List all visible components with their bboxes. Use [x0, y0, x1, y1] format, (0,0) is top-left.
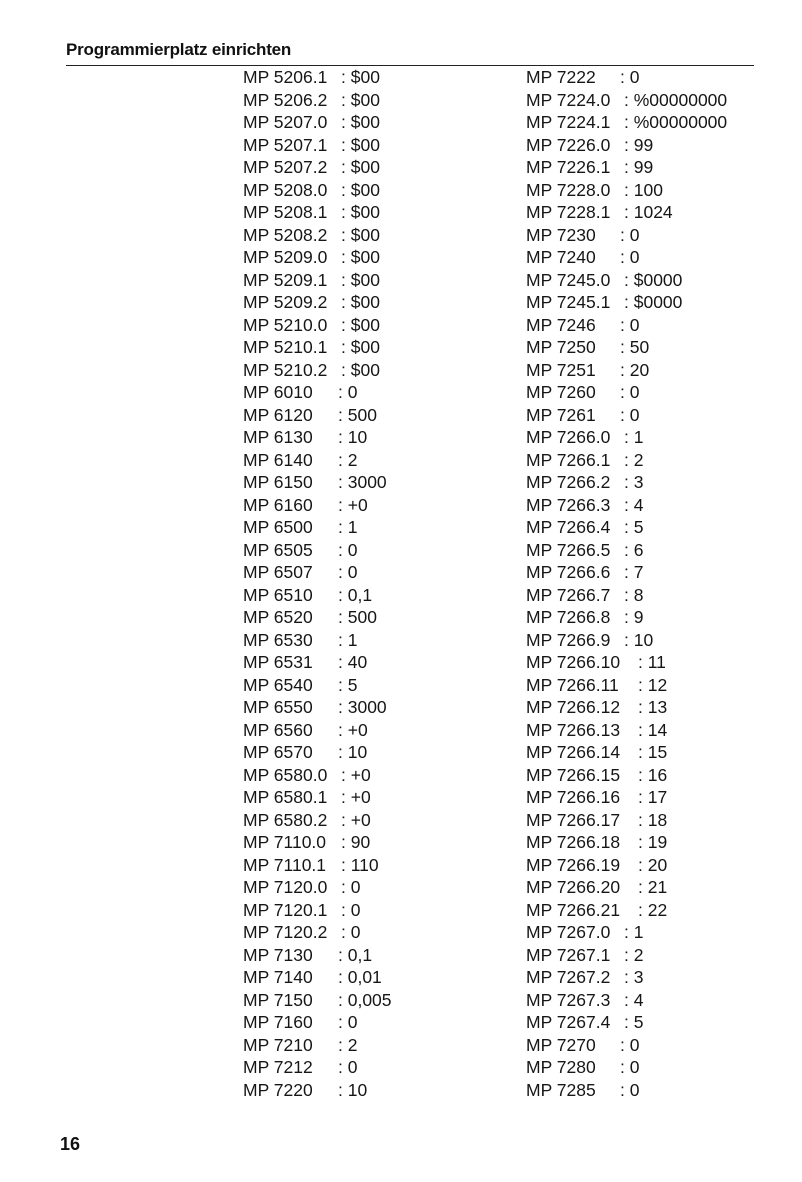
- parameter-value: : 14: [638, 719, 668, 740]
- parameter-row: [526, 1056, 766, 1079]
- parameter-value: : $00: [341, 134, 380, 155]
- parameter-row: [526, 471, 766, 494]
- parameter-row: [526, 674, 766, 697]
- parameter-row: [526, 831, 766, 854]
- parameter-row: [526, 111, 766, 134]
- parameter-value: : +0: [338, 719, 368, 740]
- parameter-name: MP 7266.3: [526, 494, 611, 515]
- parameter-name: MP 7266.17: [526, 809, 621, 830]
- parameter-value: : 3: [624, 967, 644, 987]
- parameter-name: MP 7120.2: [243, 922, 328, 942]
- parameter-row: [243, 831, 483, 854]
- parameter-row: [526, 1034, 766, 1057]
- parameter-value: : 20: [620, 359, 650, 380]
- parameter-value: : 0: [620, 1079, 640, 1100]
- parameter-row: [526, 989, 766, 1012]
- parameter-value: : %00000000: [624, 112, 728, 132]
- parameter-row: [526, 1011, 766, 1034]
- parameter-row: [526, 516, 766, 539]
- parameter-value: : 0: [620, 224, 640, 245]
- parameter-value: : 16: [638, 764, 668, 785]
- parameter-row: [243, 89, 483, 112]
- parameter-row: [526, 314, 766, 337]
- parameter-value: : 13: [638, 697, 668, 717]
- parameter-row: [526, 426, 766, 449]
- parameter-value: : 10: [338, 1079, 368, 1100]
- parameter-row: [243, 359, 483, 382]
- parameter-value: : 8: [624, 584, 644, 605]
- parameter-name: MP 6560: [243, 719, 313, 740]
- parameter-name: MP 5208.0: [243, 179, 328, 200]
- parameter-value: : +0: [338, 494, 368, 515]
- parameter-row: [243, 944, 483, 967]
- parameter-value: : 17: [638, 787, 668, 807]
- parameter-row: [526, 156, 766, 179]
- parameter-value: : 5: [338, 674, 358, 695]
- parameter-value: : 0: [338, 1057, 358, 1077]
- parameter-row: [526, 966, 766, 989]
- parameter-name: MP 7250: [526, 337, 596, 357]
- parameter-row: [526, 741, 766, 764]
- parameter-name: MP 6530: [243, 629, 313, 650]
- parameter-name: MP 5207.2: [243, 157, 328, 177]
- parameter-name: MP 6580.1: [243, 787, 328, 807]
- parameter-name: MP 7260: [526, 382, 596, 402]
- parameter-row: [526, 561, 766, 584]
- parameter-value: : +0: [341, 764, 371, 785]
- parameter-value: : 100: [624, 179, 663, 200]
- parameter-name: MP 7212: [243, 1057, 313, 1077]
- parameter-row: [243, 179, 483, 202]
- parameter-value: : 7: [624, 562, 644, 582]
- parameter-value: : 1024: [624, 202, 673, 222]
- parameter-row: [243, 561, 483, 584]
- parameter-name: MP 6580.2: [243, 809, 328, 830]
- parameter-row: [526, 246, 766, 269]
- parameter-value: : $00: [341, 112, 380, 132]
- parameter-row: [243, 1056, 483, 1079]
- parameter-row: [526, 89, 766, 112]
- parameter-value: : 5: [624, 1012, 644, 1032]
- parameter-row: [526, 809, 766, 832]
- parameter-name: MP 5210.2: [243, 359, 328, 380]
- parameter-row: [526, 651, 766, 674]
- parameter-value: : 0,1: [338, 944, 373, 965]
- parameter-value: : 22: [638, 899, 668, 920]
- parameter-row: [243, 156, 483, 179]
- parameter-row: [243, 66, 483, 89]
- parameter-row: [526, 764, 766, 787]
- parameter-name: MP 7251: [526, 359, 596, 380]
- parameter-name: MP 7266.0: [526, 427, 611, 447]
- parameter-value: : 99: [624, 134, 654, 155]
- parameter-name: MP 5208.2: [243, 224, 328, 245]
- page-title: Programmierplatz einrichten: [66, 40, 292, 59]
- parameter-row: [243, 381, 483, 404]
- parameter-value: : 2: [624, 449, 644, 470]
- parameter-name: MP 7228.0: [526, 179, 611, 200]
- parameter-row: [526, 336, 766, 359]
- parameter-row: [243, 696, 483, 719]
- parameter-value: : 2: [624, 944, 644, 965]
- parameter-name: MP 7267.3: [526, 989, 611, 1010]
- parameter-row: [243, 854, 483, 877]
- parameter-value: : $00: [341, 359, 380, 380]
- parameter-value: : $00: [341, 314, 380, 335]
- parameter-row: [243, 224, 483, 247]
- parameter-value: : 20: [638, 854, 668, 875]
- parameter-name: MP 6140: [243, 449, 313, 470]
- parameter-name: MP 7266.11: [526, 674, 619, 695]
- parameter-name: MP 6507: [243, 562, 313, 582]
- parameter-row: [243, 471, 483, 494]
- parameter-value: : $00: [341, 89, 380, 110]
- parameter-name: MP 7220: [243, 1079, 313, 1100]
- parameter-row: [243, 201, 483, 224]
- parameter-row: [243, 921, 483, 944]
- parameter-name: MP 7266.21: [526, 899, 621, 920]
- parameter-value: : 0: [338, 562, 358, 582]
- right-parameter-column: [526, 66, 766, 1101]
- parameter-row: [526, 359, 766, 382]
- parameter-value: : 2: [338, 1034, 358, 1055]
- parameter-name: MP 6010: [243, 382, 313, 402]
- parameter-name: MP 7266.6: [526, 562, 611, 582]
- parameter-name: MP 5207.1: [243, 134, 328, 155]
- parameter-row: [243, 269, 483, 292]
- parameter-value: : %00000000: [624, 89, 728, 110]
- parameter-name: MP 6520: [243, 607, 313, 627]
- parameter-name: MP 7267.0: [526, 922, 611, 942]
- parameter-row: [243, 606, 483, 629]
- parameter-name: MP 5210.1: [243, 337, 328, 357]
- parameter-row: [243, 314, 483, 337]
- parameter-row: [243, 494, 483, 517]
- parameter-name: MP 7266.8: [526, 607, 611, 627]
- parameter-name: MP 7266.1: [526, 449, 611, 470]
- parameter-name: MP 6570: [243, 742, 313, 762]
- parameter-name: MP 7120.1: [243, 899, 328, 920]
- parameter-value: : $00: [341, 224, 380, 245]
- parameter-name: MP 6500: [243, 517, 313, 537]
- parameter-row: [526, 449, 766, 472]
- parameter-row: [526, 269, 766, 292]
- parameter-name: MP 7224.1: [526, 112, 611, 132]
- parameter-row: [526, 944, 766, 967]
- parameter-value: : 4: [624, 494, 644, 515]
- parameter-name: MP 7266.2: [526, 472, 611, 492]
- parameter-name: MP 7261: [526, 404, 596, 425]
- parameter-row: [243, 741, 483, 764]
- parameter-row: [526, 876, 766, 899]
- parameter-value: : 2: [338, 449, 358, 470]
- parameter-row: [243, 1034, 483, 1057]
- parameter-name: MP 7266.7: [526, 584, 611, 605]
- parameter-value: : 110: [341, 854, 379, 875]
- parameter-value: : 0: [620, 314, 640, 335]
- parameter-name: MP 7266.18: [526, 832, 621, 852]
- parameter-value: : 15: [638, 742, 668, 762]
- parameter-row: [243, 291, 483, 314]
- parameter-value: : 500: [338, 607, 377, 627]
- parameter-value: : 18: [638, 809, 668, 830]
- parameter-name: MP 7120.0: [243, 877, 328, 897]
- parameter-value: : 5: [624, 517, 644, 537]
- parameter-row: [526, 696, 766, 719]
- parameter-name: MP 7228.1: [526, 202, 611, 222]
- parameter-row: [243, 899, 483, 922]
- parameter-value: : 1: [338, 629, 358, 650]
- parameter-name: MP 5206.1: [243, 67, 328, 87]
- parameter-value: : $00: [341, 67, 380, 87]
- parameter-value: : 99: [624, 157, 654, 177]
- parameter-value: : 0: [620, 247, 640, 267]
- parameter-value: : 1: [338, 517, 358, 537]
- parameter-row: [243, 764, 483, 787]
- parameter-name: MP 7267.4: [526, 1012, 611, 1032]
- parameter-name: MP 5209.0: [243, 247, 328, 267]
- parameter-row: [526, 291, 766, 314]
- parameter-value: : 0: [338, 382, 358, 402]
- parameter-name: MP 6531: [243, 652, 313, 672]
- parameter-value: : $00: [341, 179, 380, 200]
- parameter-value: : +0: [341, 809, 371, 830]
- parameter-name: MP 7266.12: [526, 697, 621, 717]
- parameter-value: : $00: [341, 157, 380, 177]
- parameter-row: [526, 1079, 766, 1102]
- parameter-value: : 0: [341, 922, 361, 942]
- parameter-row: [243, 876, 483, 899]
- parameter-value: : 0: [620, 404, 640, 425]
- parameter-value: : 3000: [338, 472, 387, 492]
- parameter-value: : 12: [638, 674, 668, 695]
- parameter-name: MP 7266.15: [526, 764, 621, 785]
- parameter-value: : 0: [620, 1034, 640, 1055]
- parameter-name: MP 7266.9: [526, 629, 611, 650]
- parameter-row: [243, 336, 483, 359]
- parameter-row: [243, 449, 483, 472]
- parameter-row: [526, 404, 766, 427]
- parameter-name: MP 7266.4: [526, 517, 611, 537]
- parameter-value: : $00: [341, 247, 380, 267]
- parameter-value: : 6: [624, 539, 644, 560]
- parameter-name: MP 7224.0: [526, 89, 611, 110]
- parameter-name: MP 6505: [243, 539, 313, 560]
- parameter-value: : 10: [338, 427, 368, 447]
- parameter-value: : $00: [341, 292, 380, 312]
- parameter-name: MP 7285: [526, 1079, 596, 1100]
- parameter-name: MP 7160: [243, 1012, 313, 1032]
- parameter-name: MP 5209.1: [243, 269, 328, 290]
- parameter-name: MP 6540: [243, 674, 313, 695]
- parameter-value: : 1: [624, 922, 644, 942]
- parameter-value: : $00: [341, 337, 380, 357]
- parameter-name: MP 7280: [526, 1057, 596, 1077]
- parameter-row: [526, 224, 766, 247]
- parameter-value: : $00: [341, 269, 380, 290]
- parameter-name: MP 7267.1: [526, 944, 611, 965]
- parameter-name: MP 7266.16: [526, 787, 621, 807]
- parameter-row: [243, 719, 483, 742]
- parameter-value: : $0000: [624, 269, 683, 290]
- parameter-name: MP 5206.2: [243, 89, 328, 110]
- parameter-row: [526, 66, 766, 89]
- parameter-row: [526, 539, 766, 562]
- parameter-value: : 10: [338, 742, 368, 762]
- parameter-row: [526, 494, 766, 517]
- parameter-name: MP 7245.1: [526, 292, 611, 312]
- parameter-row: [243, 989, 483, 1012]
- parameter-name: MP 5210.0: [243, 314, 328, 335]
- parameter-value: : 0,01: [338, 967, 382, 987]
- parameter-row: [526, 179, 766, 202]
- parameter-value: : 9: [624, 607, 644, 627]
- parameter-value: : 0: [338, 1012, 358, 1032]
- parameter-value: : 500: [338, 404, 377, 425]
- parameter-value: : 19: [638, 832, 668, 852]
- parameter-name: MP 6580.0: [243, 764, 328, 785]
- parameter-row: [526, 786, 766, 809]
- parameter-name: MP 6160: [243, 494, 313, 515]
- parameter-row: [243, 404, 483, 427]
- parameter-name: MP 7266.10: [526, 652, 621, 672]
- parameter-row: [243, 246, 483, 269]
- parameter-row: [243, 809, 483, 832]
- parameter-value: : 0,1: [338, 584, 373, 605]
- parameter-name: MP 7140: [243, 967, 313, 987]
- parameter-row: [526, 584, 766, 607]
- parameter-name: MP 7226.0: [526, 134, 611, 155]
- parameter-name: MP 6130: [243, 427, 313, 447]
- parameter-name: MP 7246: [526, 314, 596, 335]
- parameter-value: : 50: [620, 337, 650, 357]
- parameter-row: [243, 966, 483, 989]
- parameter-name: MP 7245.0: [526, 269, 611, 290]
- parameter-value: : $0000: [624, 292, 683, 312]
- parameter-row: [243, 516, 483, 539]
- parameter-name: MP 7226.1: [526, 157, 611, 177]
- parameter-name: MP 7270: [526, 1034, 596, 1055]
- parameter-value: : 0: [341, 877, 361, 897]
- parameter-row: [526, 899, 766, 922]
- parameter-row: [526, 854, 766, 877]
- parameter-value: : 0,005: [338, 989, 392, 1010]
- parameter-name: MP 7266.5: [526, 539, 611, 560]
- parameter-value: : 90: [341, 832, 371, 852]
- parameter-name: MP 6550: [243, 697, 313, 717]
- parameter-value: : 0: [620, 382, 640, 402]
- parameter-row: [243, 539, 483, 562]
- parameter-row: [243, 651, 483, 674]
- parameter-name: MP 7110.1: [243, 854, 327, 875]
- parameter-value: : 4: [624, 989, 644, 1010]
- parameter-row: [243, 584, 483, 607]
- parameter-name: MP 6150: [243, 472, 313, 492]
- parameter-row: [243, 134, 483, 157]
- parameter-row: [526, 381, 766, 404]
- parameter-name: MP 5209.2: [243, 292, 328, 312]
- parameter-row: [243, 111, 483, 134]
- parameter-row: [526, 201, 766, 224]
- parameter-row: [526, 606, 766, 629]
- parameter-row: [243, 674, 483, 697]
- left-parameter-column: [243, 66, 483, 1101]
- parameter-name: MP 6510: [243, 584, 313, 605]
- parameter-value: : 0: [338, 539, 358, 560]
- parameter-name: MP 5208.1: [243, 202, 328, 222]
- parameter-name: MP 7230: [526, 224, 596, 245]
- parameter-value: : 0: [620, 67, 640, 87]
- parameter-row: [526, 134, 766, 157]
- parameter-row: [526, 629, 766, 652]
- parameter-name: MP 7267.2: [526, 967, 611, 987]
- parameter-row: [526, 921, 766, 944]
- parameter-value: : 21: [638, 877, 668, 897]
- parameter-value: : 3000: [338, 697, 387, 717]
- parameter-value: : $00: [341, 202, 380, 222]
- parameter-name: MP 7130: [243, 944, 313, 965]
- parameter-name: MP 7266.20: [526, 877, 621, 897]
- parameter-name: MP 6120: [243, 404, 313, 425]
- parameter-row: [526, 719, 766, 742]
- parameter-row: [243, 786, 483, 809]
- parameter-value: : 0: [341, 899, 361, 920]
- parameter-value: : 0: [620, 1057, 640, 1077]
- parameter-name: MP 7266.14: [526, 742, 621, 762]
- parameter-value: : 1: [624, 427, 644, 447]
- parameter-row: [243, 1011, 483, 1034]
- parameter-value: : 10: [624, 629, 654, 650]
- parameter-value: : +0: [341, 787, 371, 807]
- parameter-name: MP 7266.19: [526, 854, 621, 875]
- page-number: 16: [60, 1134, 81, 1154]
- parameter-name: MP 7266.13: [526, 719, 621, 740]
- parameter-name: MP 7110.0: [243, 832, 327, 852]
- parameter-name: MP 7210: [243, 1034, 313, 1055]
- parameter-name: MP 5207.0: [243, 112, 328, 132]
- parameter-name: MP 7222: [526, 67, 596, 87]
- parameter-row: [243, 629, 483, 652]
- parameter-row: [243, 1079, 483, 1102]
- parameter-value: : 11: [638, 652, 666, 672]
- parameter-name: MP 7150: [243, 989, 313, 1010]
- parameter-value: : 3: [624, 472, 644, 492]
- parameter-value: : 40: [338, 652, 368, 672]
- parameter-row: [243, 426, 483, 449]
- parameter-name: MP 7240: [526, 247, 596, 267]
